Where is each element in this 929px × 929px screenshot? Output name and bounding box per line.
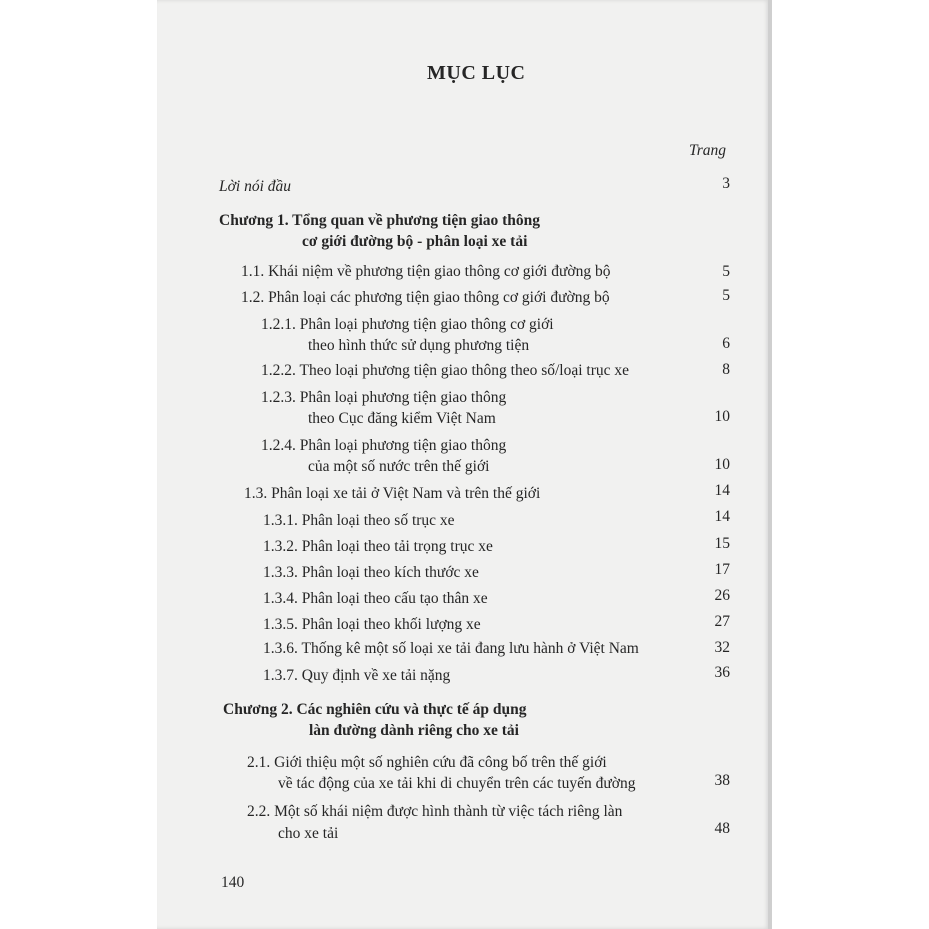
toc-entry-text: Lời nói đầu (219, 178, 292, 195)
toc-entry-page: 27 (714, 613, 730, 630)
toc-entry-text: 1.3.6. Thống kê một số loại xe tải đang lưu hành ở Việt Nam (263, 640, 639, 657)
chapter-heading-line2: cơ giới đường bộ - phân loại xe tải (302, 233, 528, 250)
toc-entry-text-line2: của một số nước trên thế giới (308, 458, 490, 475)
toc-entry-text: 1.2.1. Phân loại phương tiện giao thông cơ giới (261, 316, 554, 333)
toc-entry-text: 2.1. Giới thiệu một số nghiên cứu đã công bố trên thế giới (247, 754, 607, 771)
toc-entry-page: 6 (722, 335, 730, 352)
toc-entry-page: 32 (714, 639, 730, 656)
toc-entry-text-line2: về tác động của xe tải khi di chuyển trên các tuyến đường (278, 775, 636, 792)
toc-entry-page: 14 (714, 482, 730, 499)
toc-entry-page: 36 (714, 664, 730, 681)
toc-entry-text: 1.3. Phân loại xe tải ở Việt Nam và trên thế giới (244, 485, 541, 502)
toc-entry-text: 1.2.4. Phân loại phương tiện giao thông (261, 437, 507, 454)
toc-entry-text: 2.2. Một số khái niệm được hình thành từ việc tách riêng làn (247, 803, 623, 820)
footer-page-number: 140 (221, 874, 245, 891)
toc-entry-page: 3 (722, 175, 730, 192)
toc-entry-page: 5 (722, 287, 730, 304)
toc-entry-page: 17 (714, 561, 730, 578)
toc-entry-text: 1.3.7. Quy định về xe tải nặng (263, 667, 451, 684)
toc-entry-page: 48 (714, 820, 730, 837)
toc-entry-text: 1.2.2. Theo loại phương tiện giao thông theo số/loại trục xe (261, 362, 630, 379)
page-column-header: Trang (689, 142, 727, 159)
toc-entry-text-line2: cho xe tải (278, 825, 339, 842)
toc-entry-text: 1.3.5. Phân loại theo khối lượng xe (263, 616, 481, 633)
chapter-heading-line2: làn đường dành riêng cho xe tải (309, 722, 519, 739)
toc-entry-page: 10 (714, 408, 730, 425)
toc-entry-page: 15 (714, 535, 730, 552)
toc-entry-text: 1.3.3. Phân loại theo kích thước xe (263, 564, 479, 581)
toc-entry-text: 1.2.3. Phân loại phương tiện giao thông (261, 389, 507, 406)
toc-entry-text-line2: theo Cục đăng kiểm Việt Nam (308, 410, 496, 427)
toc-entry-page: 26 (714, 587, 730, 604)
toc-entry-text: 1.3.2. Phân loại theo tải trọng trục xe (263, 538, 493, 555)
toc-entry-text: 1.3.4. Phân loại theo cấu tạo thân xe (263, 590, 488, 607)
toc-entry-page: 5 (722, 263, 730, 280)
toc-entry-text: 1.1. Khái niệm về phương tiện giao thông cơ giới đường bộ (241, 263, 611, 280)
toc-entry-page: 14 (714, 508, 730, 525)
toc-entry-text: 1.2. Phân loại các phương tiện giao thông cơ giới đường bộ (241, 289, 610, 306)
toc-entry-page: 10 (714, 456, 730, 473)
toc-entry-text: 1.3.1. Phân loại theo số trục xe (263, 512, 455, 529)
chapter-heading: Chương 1. Tổng quan về phương tiện giao thông (219, 212, 541, 229)
toc-entry-page: 8 (722, 361, 730, 378)
chapter-heading: Chương 2. Các nghiên cứu và thực tế áp dụng (223, 701, 527, 718)
page-title: MỤC LỤC (427, 62, 526, 84)
toc-entry-text-line2: theo hình thức sử dụng phương tiện (308, 337, 530, 354)
toc-entry-page: 38 (714, 772, 730, 789)
book-page (157, 0, 770, 929)
